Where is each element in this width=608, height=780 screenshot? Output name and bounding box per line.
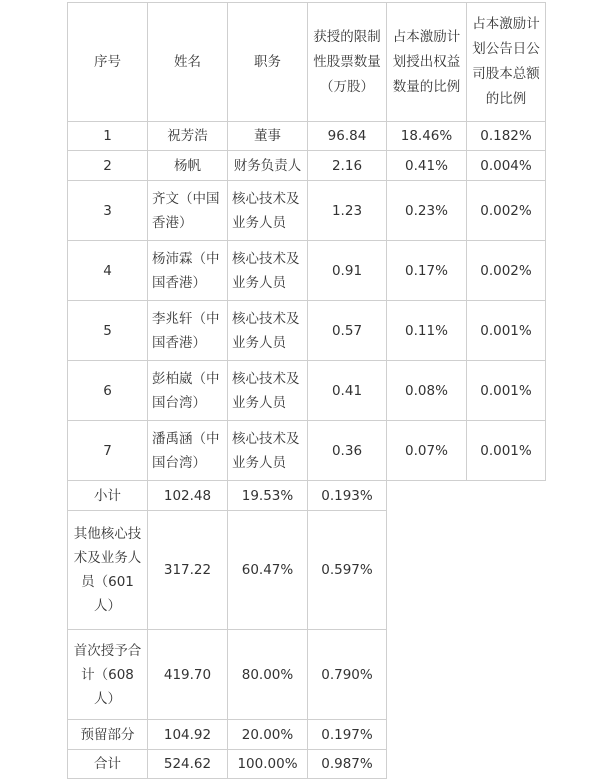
row4-name: 杨沛霖（中国香港） [147,240,228,301]
row2-no: 2 [67,150,148,181]
row1-no: 1 [67,121,148,151]
row7-name: 潘禹涵（中国台湾） [147,420,228,481]
row1-qty: 96.84 [307,121,387,151]
row1-pct-grant: 18.46% [386,121,467,151]
row3-no: 3 [67,180,148,241]
row6-pct-capital: 0.001% [466,360,546,421]
row1-name: 祝芳浩 [147,121,228,151]
other-staff-label: 其他核心技术及业务人员（601人） [67,510,148,630]
subtotal-qty: 102.48 [147,480,228,511]
header-name: 姓名 [147,2,228,122]
row5-no: 5 [67,300,148,361]
reserved-pct-capital: 0.197% [307,719,387,750]
first-grant-qty: 419.70 [147,629,228,720]
header-title: 职务 [227,2,308,122]
other-staff-qty: 317.22 [147,510,228,630]
other-staff-pct-grant: 60.47% [227,510,308,630]
row5-qty: 0.57 [307,300,387,361]
total-qty: 524.62 [147,749,228,779]
row7-pct-grant: 0.07% [386,420,467,481]
row7-qty: 0.36 [307,420,387,481]
reserved-label: 预留部分 [67,719,148,750]
header-no: 序号 [67,2,148,122]
row6-pct-grant: 0.08% [386,360,467,421]
row2-pct-capital: 0.004% [466,150,546,181]
row1-pct-capital: 0.182% [466,121,546,151]
row4-pct-capital: 0.002% [466,240,546,301]
row6-no: 6 [67,360,148,421]
row1-title: 董事 [227,121,308,151]
row5-pct-grant: 0.11% [386,300,467,361]
reserved-qty: 104.92 [147,719,228,750]
subtotal-label: 小计 [67,480,148,511]
row2-pct-grant: 0.41% [386,150,467,181]
row7-title: 核心技术及业务人员 [227,420,308,481]
total-pct-grant: 100.00% [227,749,308,779]
row6-title: 核心技术及业务人员 [227,360,308,421]
row3-title: 核心技术及业务人员 [227,180,308,241]
subtotal-pct-capital: 0.193% [307,480,387,511]
first-grant-pct-grant: 80.00% [227,629,308,720]
row6-name: 彭柏崴（中国台湾） [147,360,228,421]
header-pct-grant: 占本激励计划授出权益数量的比例 [386,2,467,122]
row4-title: 核心技术及业务人员 [227,240,308,301]
row5-name: 李兆轩（中国香港） [147,300,228,361]
row2-name: 杨帆 [147,150,228,181]
other-staff-pct-capital: 0.597% [307,510,387,630]
reserved-pct-grant: 20.00% [227,719,308,750]
row2-qty: 2.16 [307,150,387,181]
subtotal-pct-grant: 19.53% [227,480,308,511]
row5-pct-capital: 0.001% [466,300,546,361]
row3-pct-grant: 0.23% [386,180,467,241]
total-label: 合计 [67,749,148,779]
row7-no: 7 [67,420,148,481]
row5-title: 核心技术及业务人员 [227,300,308,361]
header-qty: 获授的限制性股票数量（万股） [307,2,387,122]
row4-qty: 0.91 [307,240,387,301]
row4-pct-grant: 0.17% [386,240,467,301]
row4-no: 4 [67,240,148,301]
row6-qty: 0.41 [307,360,387,421]
row3-qty: 1.23 [307,180,387,241]
row3-pct-capital: 0.002% [466,180,546,241]
total-pct-capital: 0.987% [307,749,387,779]
row2-title: 财务负责人 [227,150,308,181]
row7-pct-capital: 0.001% [466,420,546,481]
row3-name: 齐文（中国香港） [147,180,228,241]
header-pct-capital: 占本激励计划公告日公司股本总额的比例 [466,2,546,122]
first-grant-label: 首次授予合计（608人） [67,629,148,720]
first-grant-pct-capital: 0.790% [307,629,387,720]
